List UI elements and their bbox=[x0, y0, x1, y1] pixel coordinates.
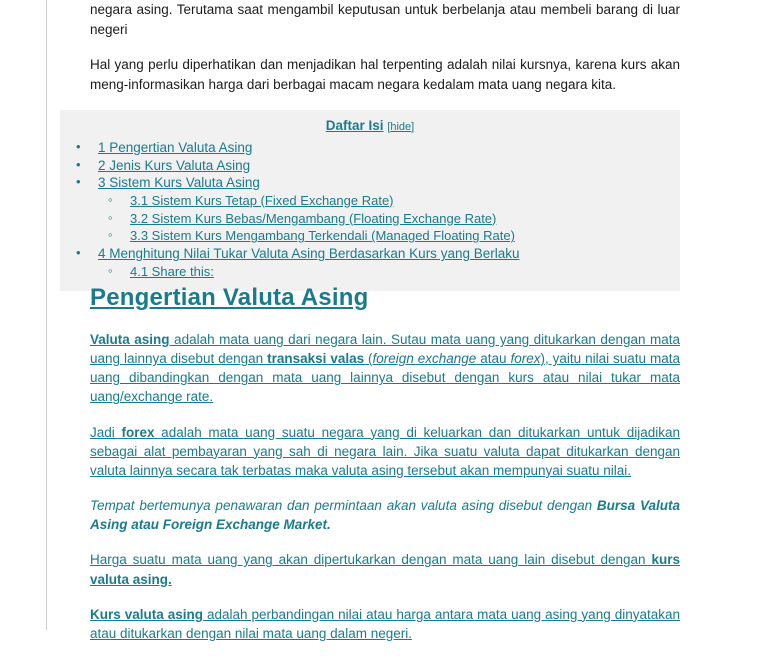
page-title: Pengertian Valuta Asing bbox=[90, 284, 369, 311]
toc-item-link[interactable]: 3 Sistem Kurs Valuta Asing bbox=[98, 175, 260, 191]
toc-hide-link[interactable]: hide bbox=[390, 121, 412, 133]
toc-item-link[interactable]: 2 Jenis Kurs Valuta Asing bbox=[98, 157, 251, 173]
toc-item[interactable] bbox=[68, 157, 680, 175]
toc-item-link[interactable]: 4.1 Share this: bbox=[130, 263, 214, 279]
toc-title bbox=[60, 116, 680, 139]
toc-item[interactable] bbox=[68, 192, 680, 210]
article-body bbox=[90, 284, 680, 659]
toc-list bbox=[60, 139, 680, 281]
toc-item-link[interactable]: 3.1 Sistem Kurs Tetap (Fixed Exchange Rate) bbox=[130, 192, 394, 208]
toc-title-label: Daftar Isi bbox=[325, 118, 384, 133]
toc-item[interactable] bbox=[68, 263, 680, 281]
article-block-2: Jadi forex adalah mata uang suatu negara yang di keluarkan dan ditukarkan untuk dijadikan sebagai alat pembayaran yang sah di negara lain. Jika suatu valuta dapat ditukarkan dengan valuta lainnya secara tak terbatas maka valuta asing tersebut akan mempunyai suatu nilai. bbox=[90, 424, 680, 478]
toc-hide-bracket-close: ] bbox=[411, 121, 415, 133]
toc-item[interactable] bbox=[68, 139, 680, 157]
paragraph-2: Hal yang perlu diperhatikan dan menjadikan hal terpenting adalah nilai kursnya, karena kurs akan meng-informasikan harga dari berbagai macam negara kedalam mata uang negara kita. bbox=[90, 57, 680, 92]
toc-item-link[interactable]: 4 Menghitung Nilai Tukar Valuta Asing Berdasarkan Kurs yang Berlaku bbox=[98, 246, 520, 262]
page-margin-rule bbox=[46, 0, 47, 630]
article-block-3: Tempat bertemunya penawaran dan permintaan akan valuta asing disebut dengan Bursa Valuta Asing atau Foreign Exchange Market. bbox=[90, 498, 681, 533]
toc-item-link[interactable]: 1 Pengertian Valuta Asing bbox=[98, 140, 253, 155]
paragraph-1: negara asing. Terutama saat mengambil keputusan untuk berbelanja atau membeli barang di luar negeri bbox=[90, 2, 680, 37]
article-block-5: Kurs valuta asing adalah perbandingan nilai atau harga antara mata uang asing yang dinyatakan atau ditukarkan dengan nilai mata uang dalam negeri. bbox=[90, 606, 680, 641]
toc-hide-bracket-open: [ bbox=[387, 121, 391, 133]
toc-item[interactable] bbox=[68, 227, 680, 245]
table-of-contents bbox=[60, 110, 680, 291]
toc-item[interactable] bbox=[68, 210, 680, 228]
article-block-4: Harga suatu mata uang yang akan dipertukarkan dengan mata uang lain disebut dengan kurs valuta asing. bbox=[90, 552, 680, 587]
toc-item-link[interactable]: 3.3 Sistem Kurs Mengambang Terkendali (Managed Floating Rate) bbox=[130, 228, 515, 244]
intro-paragraphs bbox=[90, 0, 680, 110]
toc-item[interactable] bbox=[68, 174, 680, 192]
toc-hide-toggle[interactable] bbox=[387, 121, 414, 133]
toc-item[interactable] bbox=[68, 245, 680, 263]
toc-item-link[interactable]: 3.2 Sistem Kurs Bebas/Mengambang (Floating Exchange Rate) bbox=[130, 210, 497, 226]
article-block-1: Valuta asing adalah mata uang dari negara lain. Sutau mata uang yang ditukarkan dengan mata uang lainnya disebut dengan transaksi valas (foreign exchange atau forex), yaitu nilai suatu mata uang dibandingkan dengan mata uang lainnya disebut dengan kurs atau nilai tukar mata uang/exchange rate. bbox=[90, 332, 680, 405]
